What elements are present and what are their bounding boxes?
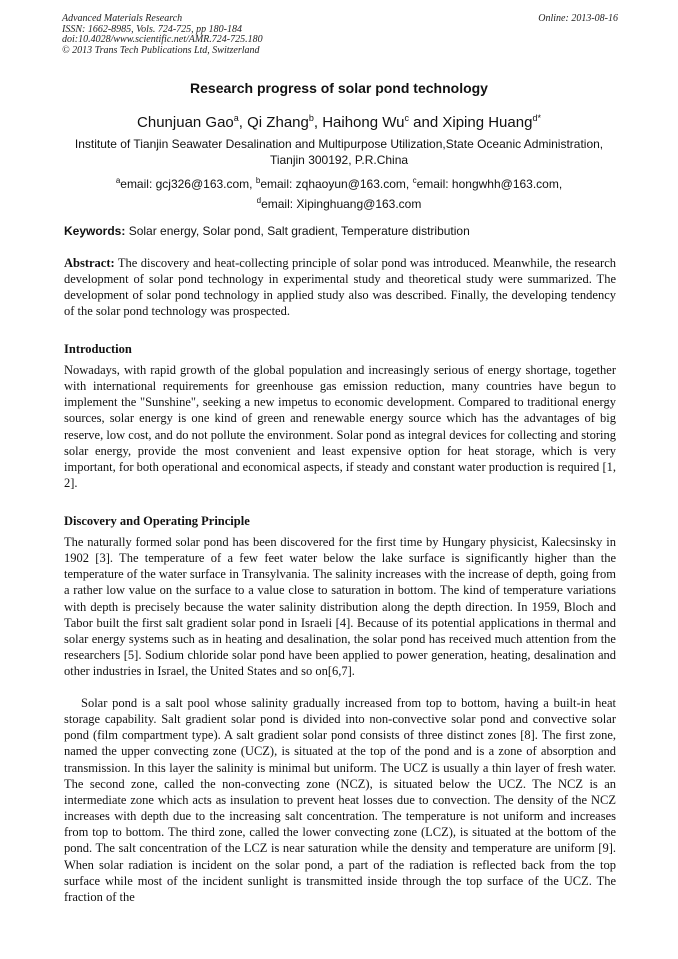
email-sup: c <box>412 176 417 185</box>
email-sup: d <box>256 195 262 205</box>
author-sep: and <box>408 114 443 131</box>
author-name: Haihong Wu <box>322 114 405 131</box>
copyright-line: © 2013 Trans Tech Publications Ltd, Switzerland <box>62 44 260 56</box>
paragraph-discovery-1: The naturally formed solar pond has been discovered for the first time by Hungary physicist, Kalecsinsky in 1902 [3]. The temperature of a few feet water below the lake surface is significantly higher than the temperature of the water surface in Transylvania. The salinity increases with the increase of depth, going from a rather low value on the surface to a value close to saturation in bottom. The kind of temperature variations with depth is precisely because the water salinity distribution along the depth direction. In 1959, Bloch and Tabor built the first salt gradient solar pond in Israeli [4]. Because of its potential applications in thermal and solar energy systems such as in heating and desalination, the solar pond has received much attention from the researchers [5]. Sodium chloride solar pond have been applied to power generation, heating, desalination and other industries in Israel, the United States and so on[6,7]. <box>64 535 616 679</box>
online-date: Online: 2013-08-16 <box>538 13 618 24</box>
author-sup: d* <box>532 113 541 123</box>
email-b: email: zqhaoyun@163.com, <box>260 177 413 191</box>
journal-name: Advanced Materials Research <box>62 13 183 24</box>
author-name: Qi Zhang <box>247 114 309 131</box>
email-list <box>20 173 658 212</box>
email-sup: b <box>255 176 261 185</box>
paragraph-introduction: Nowadays, with rapid growth of the global population and increasingly serious of energy shortage, together with international requirements for greenhouse gas emission reduction, many countries have begun to implement the "Sunshine", seeking a new impetus to economic development. Compared to traditional energy sources, solar energy is one kind of green and renewable energy source which has the advantages of big reserve, low cost, and do not pollute the environment. Solar pond as integral devices for collecting and storing solar energy, provide the most convenient and least expensive option for heat storage, which is very important, for both operational and economical aspects, if steady and constant water production is required [1, 2]. <box>64 363 616 491</box>
section-heading-introduction: Introduction <box>64 342 132 356</box>
affiliation-line: Tianjin 300192, P.R.China <box>269 152 409 167</box>
paper-title: Research progress of solar pond technology <box>190 80 488 96</box>
doi-line: doi:10.4028/www.scientific.net/AMR.724-725.180 <box>62 34 263 45</box>
email-a: email: gcj326@163.com, <box>120 177 256 191</box>
author-sup: b <box>308 113 314 123</box>
keywords <box>64 224 616 238</box>
author-sep: , <box>238 114 248 131</box>
author-sup: a <box>233 113 239 123</box>
author-name: Xiping Huang <box>442 114 533 131</box>
email-line <box>20 193 658 213</box>
author-sup: c <box>404 113 409 123</box>
email-sup: a <box>115 176 121 185</box>
keywords-label: Keywords: <box>64 224 126 238</box>
email-d: email: Xipinghuang@163.com <box>261 196 422 211</box>
section-heading-discovery: Discovery and Operating Principle <box>64 514 250 528</box>
author-name: Chunjuan Gao <box>137 114 234 131</box>
email-c: email: hongwhh@163.com, <box>416 177 563 191</box>
email-line <box>20 173 658 193</box>
affiliation-line: Institute of Tianjin Seawater Desalination and Multipurpose Utilization,State Oceanic Administration, <box>74 137 604 151</box>
abstract-text: The discovery and heat-collecting principle of solar pond was introduced. Meanwhile, the research development of solar pond technology in experimental study and theoretical study were summarized. The development of solar pond technology in applied study also was described. Finally, the developing tendency of the solar pond technology was prospected. <box>64 256 616 319</box>
issn-line: ISSN: 1662-8985, Vols. 724-725, pp 180-184 <box>62 23 242 35</box>
author-sep: , <box>313 114 323 131</box>
keywords-text: Solar energy, Solar pond, Salt gradient, Temperature distribution <box>125 224 470 238</box>
abstract <box>64 255 616 320</box>
affiliation <box>40 137 638 168</box>
author-list <box>0 113 678 131</box>
journal-header <box>62 14 618 56</box>
abstract-label: Abstract: <box>64 256 115 270</box>
paragraph-discovery-2: Solar pond is a salt pool whose salinity gradually increased from top to bottom, having a built-in heat storage capability. Salt gradient solar pond is divided into non-convective solar pond and convective solar pond (film compartment type). A salt gradient solar pond consists of three distinct zones [8]. The first zone, named the upper convecting zone (UCZ), is situated at the top of the pond and is a zone of absorption and transmission. In this layer the salinity is minimal but uniform. The UCZ is usually a thin layer of fresh water. The second zone, called the non-convecting zone (NCZ), is situated below the UCZ. The NCZ is an intermediate zone which acts as insulation to prevent heat losses due to convection. The density of the NCZ increases with depth due to the increasing salt concentration. The temperature is not uniform and increases from top to bottom. The third zone, called the lower convecting zone (LCZ), is situated at the bottom of the pond. The salt concentration of the LCZ is near saturation while the density and temperature are uniform [9]. When solar radiation is incident on the solar pond, a part of the radiation is reflected back from the top surface while most of the incident sunlight is transmitted inside through the top surface of the UCZ. The fraction of the <box>64 696 616 904</box>
